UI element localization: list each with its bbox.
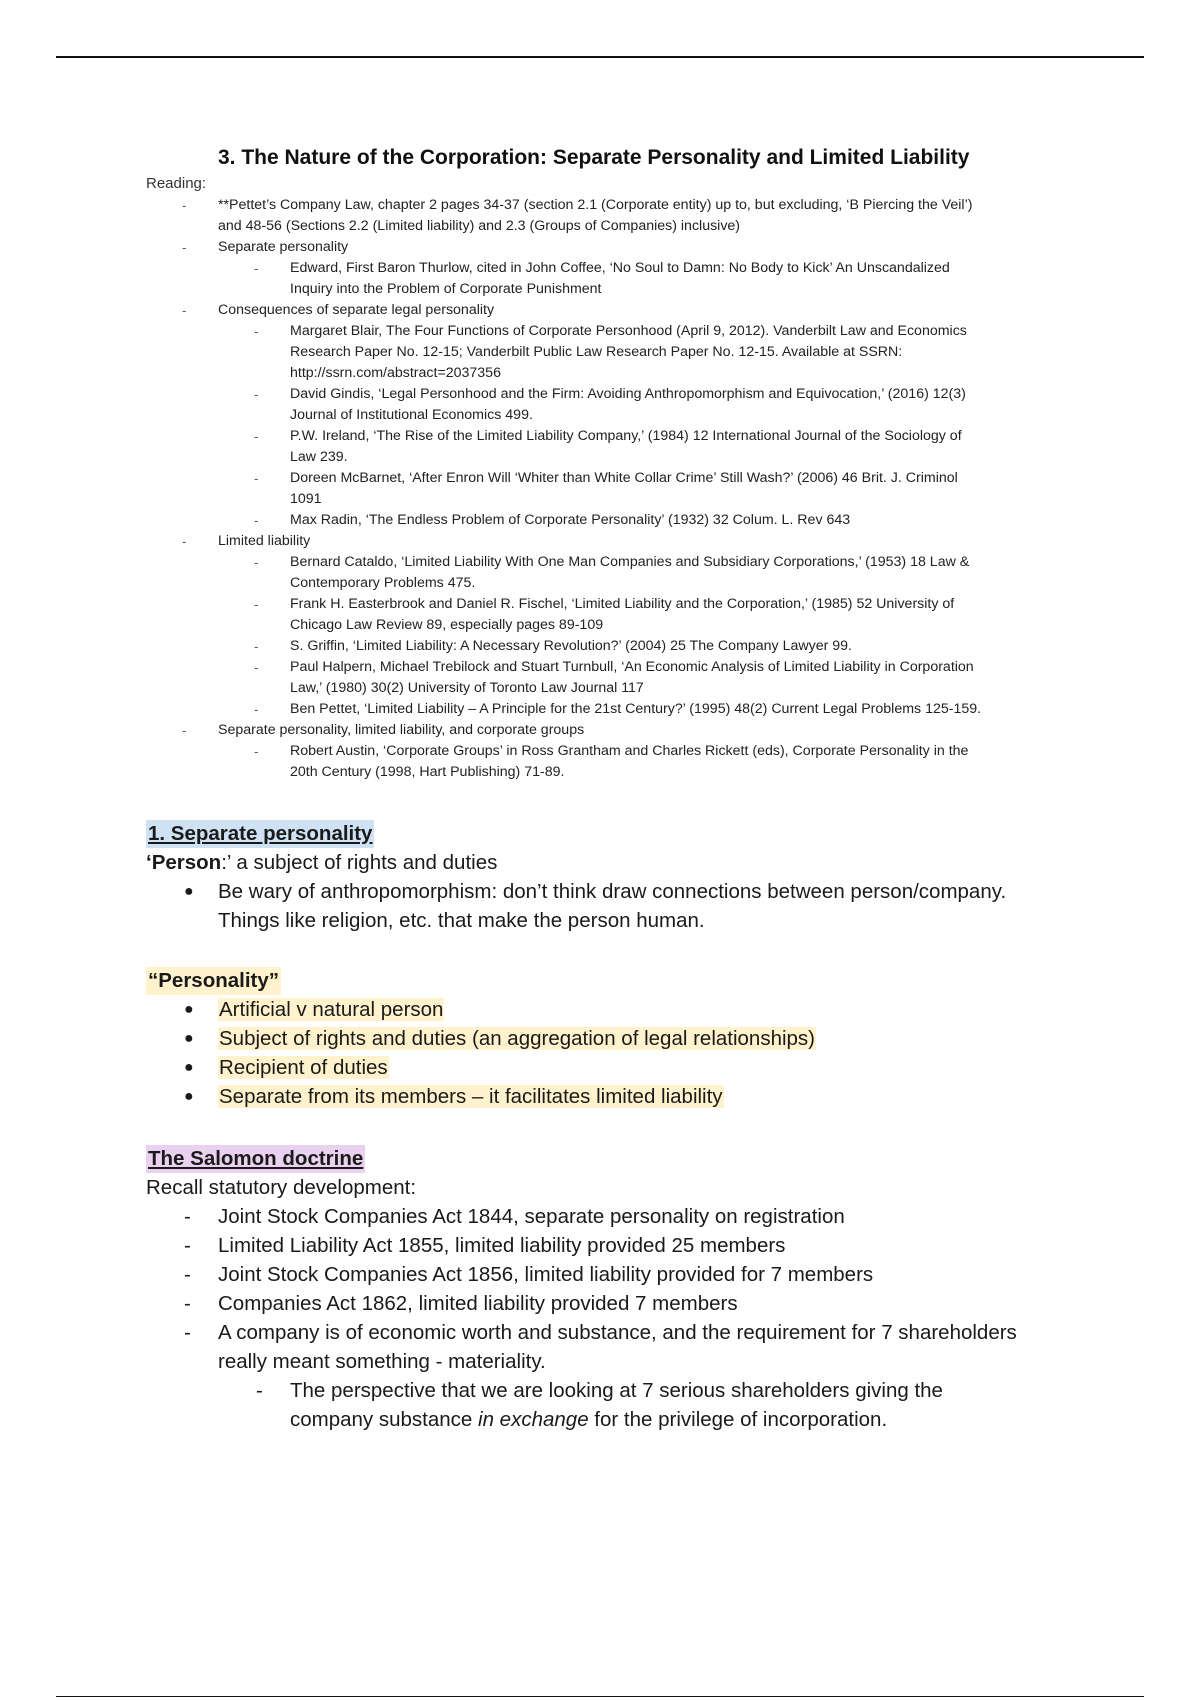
reading-item-text: Frank H. Easterbrook and Daniel R. Fischel, ‘Limited Liability and the Corporation,’ (1985) 52 University of — [290, 596, 955, 612]
section-heading: “Personality” — [146, 967, 281, 995]
reading-item — [146, 468, 1146, 489]
definition-line — [146, 848, 1106, 877]
definition-term: ‘Person — [146, 851, 222, 874]
list-item-text: Subject of rights and duties (an aggregation of legal relationships) — [219, 1027, 816, 1050]
reading-item — [146, 510, 1146, 531]
text-run: company substance — [290, 1408, 479, 1431]
text-run: for the privilege of incorporation. — [588, 1408, 888, 1431]
reading-item — [146, 300, 1146, 321]
section-heading: 1. Separate personality — [146, 820, 374, 848]
list-item — [146, 995, 1106, 1024]
bullet-icon: ● — [184, 1059, 194, 1076]
reading-item — [146, 657, 1146, 678]
reading-item — [146, 426, 1146, 447]
dash-icon: - — [184, 1292, 191, 1315]
reading-item-text: P.W. Ireland, ‘The Rise of the Limited Liability Company,’ (1984) 12 International Journal of the Sociology of — [290, 428, 962, 444]
reading-item — [146, 342, 1146, 363]
reading-item-text: Separate personality — [218, 239, 349, 255]
dash-icon: - — [254, 597, 259, 612]
list-item-text: Joint Stock Companies Act 1844, separate personality on registration — [218, 1205, 845, 1228]
dash-icon: - — [254, 639, 259, 654]
page-title: 3. The Nature of the Corporation: Separate Personality and Limited Liability — [218, 146, 970, 169]
dash-icon: - — [254, 513, 259, 528]
reading-item-text: Journal of Institutional Economics 499. — [290, 407, 533, 423]
personality-list — [146, 995, 1106, 1111]
dash-icon: - — [254, 261, 259, 276]
reading-item — [146, 678, 1146, 699]
reading-item-text: Bernard Cataldo, ‘Limited Liability With One Man Companies and Subsidiary Corporations,’ (1953) 18 Law & — [290, 554, 970, 570]
reading-item — [146, 573, 1146, 594]
list-item-text: Companies Act 1862, limited liability provided 7 members — [218, 1292, 738, 1315]
reading-item-text: Limited liability — [218, 533, 311, 549]
list-item — [146, 1376, 1106, 1434]
reading-item — [146, 321, 1146, 342]
list-item-text: Joint Stock Companies Act 1856, limited liability provided for 7 members — [218, 1263, 874, 1286]
salomon-list — [146, 1202, 1106, 1318]
list-item-text: really meant something - materiality. — [218, 1350, 546, 1373]
reading-item — [146, 258, 1146, 279]
dash-icon: - — [254, 429, 259, 444]
reading-item-text: Contemporary Problems 475. — [290, 575, 476, 591]
bottom-rule — [56, 1696, 1144, 1697]
section-heading: The Salomon doctrine — [146, 1145, 365, 1173]
list-item-text: Be wary of anthropomorphism: don’t think draw connections between person/company. — [218, 880, 1007, 903]
dash-icon: - — [182, 534, 187, 549]
reading-item — [146, 384, 1146, 405]
list-item-text — [290, 1405, 1106, 1434]
list-item-text: Limited Liability Act 1855, limited liability provided 25 members — [218, 1234, 786, 1257]
dash-icon: - — [254, 324, 259, 339]
dash-icon: - — [182, 723, 187, 738]
reading-item — [146, 699, 1146, 720]
top-rule — [56, 56, 1144, 58]
reading-item — [146, 195, 1146, 216]
reading-item — [146, 279, 1146, 300]
reading-item-text: Doreen McBarnet, ‘After Enron Will ‘Whiter than White Collar Crime’ Still Wash?’ (2006) 46 Brit. J. Criminol — [290, 470, 958, 486]
list-item — [146, 877, 1106, 935]
list-item-text: Artificial v natural person — [219, 998, 444, 1021]
reading-item-text: Edward, First Baron Thurlow, cited in John Coffee, ‘No Soul to Damn: No Body to Kick’ An Unscandalized — [290, 260, 950, 276]
dash-icon: - — [254, 744, 259, 759]
reading-item — [146, 237, 1146, 258]
reading-item-text: **Pettet’s Company Law, chapter 2 pages 34-37 (section 2.1 (Corporate entity) up to, but excluding, ‘B Piercing the Veil’) — [218, 197, 973, 213]
dash-icon: - — [254, 555, 259, 570]
dash-icon: - — [182, 303, 187, 318]
list-item — [146, 1202, 1106, 1231]
italic-text: in exchange — [478, 1408, 589, 1431]
section-separate-personality — [146, 820, 1106, 935]
dash-icon: - — [184, 1321, 191, 1344]
dash-icon: - — [184, 1263, 191, 1286]
bullet-icon: ● — [184, 1030, 194, 1047]
reading-item — [146, 363, 1146, 384]
reading-item-text: Paul Halpern, Michael Trebilock and Stuart Turnbull, ‘An Economic Analysis of Limited Liability in Corporation — [290, 659, 974, 675]
dash-icon: - — [182, 198, 187, 213]
list-item-text: A company is of economic worth and substance, and the requirement for 7 shareholders — [218, 1321, 1017, 1344]
reading-item — [146, 216, 1146, 237]
reading-list — [146, 195, 1146, 783]
reading-item-text: Law 239. — [290, 449, 348, 465]
reading-item-text: Consequences of separate legal personality — [218, 302, 495, 318]
reading-item — [146, 489, 1146, 510]
reading-item-text: 1091 — [290, 491, 322, 507]
list-item — [146, 1289, 1106, 1318]
reading-item — [146, 552, 1146, 573]
reading-item-text: Margaret Blair, The Four Functions of Corporate Personhood (April 9, 2012). Vanderbilt Law and Economics — [290, 323, 967, 339]
reading-item-text: David Gindis, ‘Legal Personhood and the Firm: Avoiding Anthropomorphism and Equivocation,’ (2016) 12(3) — [290, 386, 966, 402]
list-item — [146, 1082, 1106, 1111]
reading-item-text: and 48-56 (Sections 2.2 (Limited liability) and 2.3 (Groups of Companies) inclusive) — [218, 218, 741, 234]
intro-text: Recall statutory development: — [146, 1176, 417, 1199]
dash-icon: - — [256, 1379, 263, 1402]
list-item — [146, 1231, 1106, 1260]
reading-item — [146, 741, 1146, 762]
bullet-icon: ● — [184, 1088, 194, 1105]
list-item — [146, 1318, 1106, 1376]
reading-item-text: http://ssrn.com/abstract=2037356 — [290, 365, 501, 381]
section-personality — [146, 967, 1106, 1111]
list-item-text: The perspective that we are looking at 7 serious shareholders giving the — [290, 1379, 943, 1402]
reading-item-text: Robert Austin, ‘Corporate Groups’ in Ross Grantham and Charles Rickett (eds), Corporate Personality in the — [290, 743, 969, 759]
dash-icon: - — [182, 240, 187, 255]
reading-item-text: 20th Century (1998, Hart Publishing) 71-89. — [290, 764, 565, 780]
reading-item — [146, 531, 1146, 552]
list-item — [146, 1053, 1106, 1082]
reading-item — [146, 720, 1146, 741]
reading-label: Reading: — [146, 175, 207, 192]
reading-item-text: Max Radin, ‘The Endless Problem of Corporate Personality’ (1932) 32 Colum. L. Rev 643 — [290, 512, 851, 528]
reading-item — [146, 447, 1146, 468]
reading-item — [146, 594, 1146, 615]
reading-item-text: Chicago Law Review 89, especially pages 89-109 — [290, 617, 604, 633]
list-item-text: Separate from its members – it facilitates limited liability — [219, 1085, 723, 1108]
reading-item — [146, 636, 1146, 657]
list-item-text: Recipient of duties — [219, 1056, 388, 1079]
section-salomon-doctrine — [146, 1145, 1106, 1434]
reading-item-text: Ben Pettet, ‘Limited Liability – A Principle for the 21st Century?’ (1995) 48(2) Current Legal Problems 125-159. — [290, 701, 982, 717]
dash-icon: - — [254, 702, 259, 717]
list-item — [146, 1260, 1106, 1289]
reading-item-text: Research Paper No. 12-15; Vanderbilt Public Law Research Paper No. 12-15. Available at SSRN: — [290, 344, 903, 360]
list-item — [146, 1024, 1106, 1053]
definition-text: :’ a subject of rights and duties — [221, 851, 498, 874]
bullet-icon: ● — [184, 883, 194, 900]
dash-icon: - — [184, 1234, 191, 1257]
dash-icon: - — [254, 471, 259, 486]
reading-item-text: Separate personality, limited liability, and corporate groups — [218, 722, 585, 738]
reading-item — [146, 615, 1146, 636]
dash-icon: - — [184, 1205, 191, 1228]
reading-item — [146, 762, 1146, 783]
list-item-text: Things like religion, etc. that make the person human. — [218, 909, 705, 932]
reading-item — [146, 405, 1146, 426]
reading-item-text: S. Griffin, ‘Limited Liability: A Necessary Revolution?’ (2004) 25 The Company Lawyer 99. — [290, 638, 852, 654]
dash-icon: - — [254, 387, 259, 402]
bullet-icon: ● — [184, 1001, 194, 1018]
reading-item-text: Law,’ (1980) 30(2) University of Toronto Law Journal 117 — [290, 680, 644, 696]
dash-icon: - — [254, 660, 259, 675]
reading-item-text: Inquiry into the Problem of Corporate Punishment — [290, 281, 602, 297]
